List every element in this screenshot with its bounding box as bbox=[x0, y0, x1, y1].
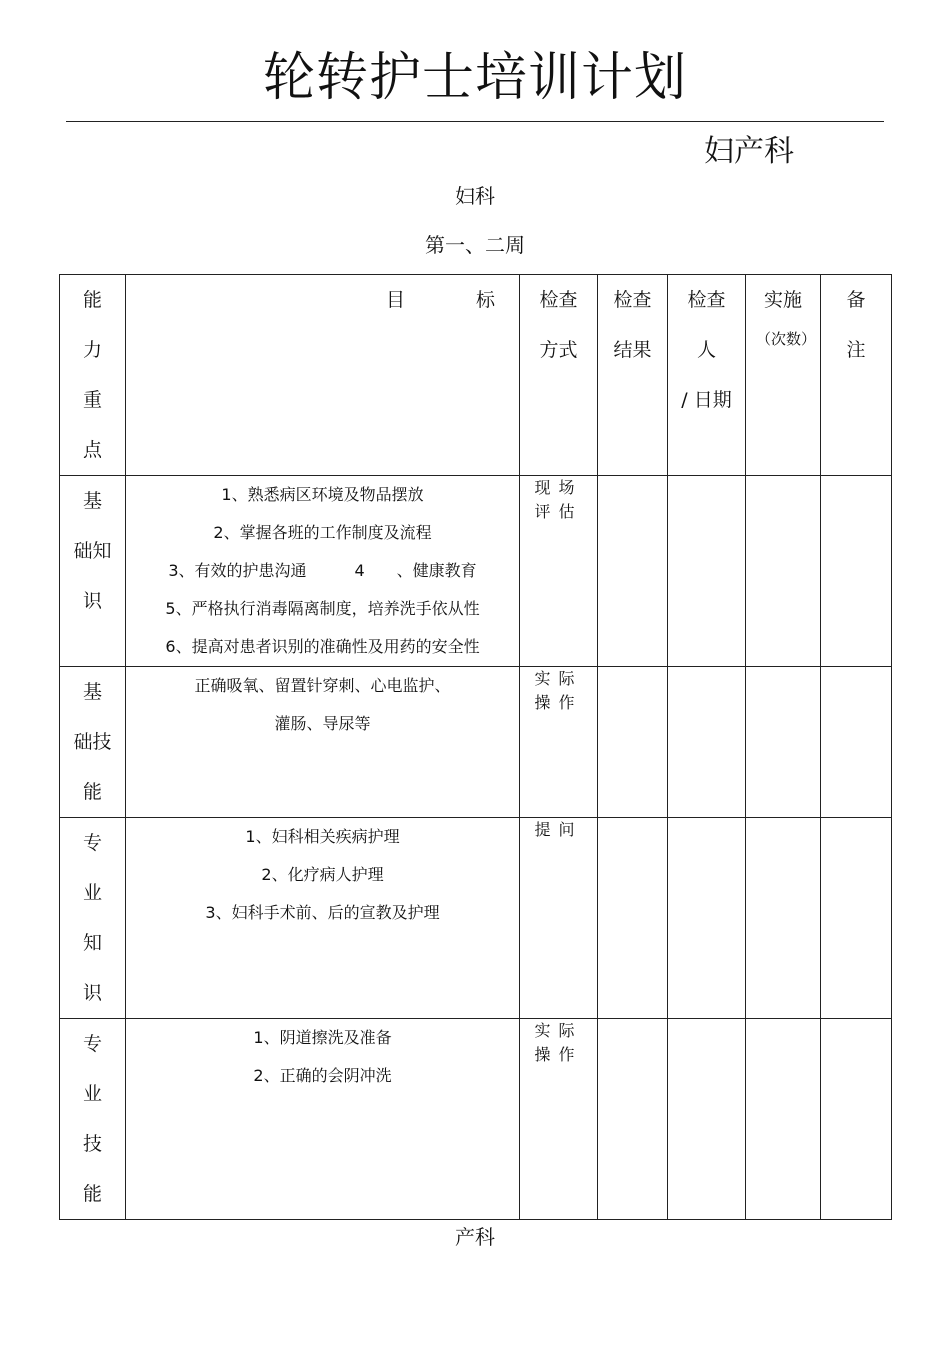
header-times: 实施 （次数） bbox=[746, 275, 821, 476]
header-method: 检查 方式 bbox=[520, 275, 598, 476]
row-method: 现场 评估 bbox=[520, 476, 598, 667]
row-method: 提问 bbox=[520, 818, 598, 1019]
row-label: 基 础知 识 bbox=[60, 476, 126, 667]
row-method: 实际 操作 bbox=[520, 667, 598, 818]
row-label: 专 业 技 能 bbox=[60, 1019, 126, 1220]
table-row bbox=[60, 818, 892, 1019]
header-checker: 检查 人 / 日期 bbox=[668, 275, 746, 476]
training-plan-table bbox=[59, 274, 892, 1220]
row-method: 实际 操作 bbox=[520, 1019, 598, 1220]
week-heading: 第一、二周 bbox=[425, 233, 525, 257]
header-focus: 能 力 重 点 bbox=[60, 275, 126, 476]
table-row bbox=[60, 476, 892, 667]
checker-cell[interactable] bbox=[668, 818, 746, 1019]
next-section-heading: 产科 bbox=[455, 1225, 495, 1249]
table-row bbox=[60, 1019, 892, 1220]
times-cell[interactable] bbox=[746, 1019, 821, 1220]
header-note: 备 注 bbox=[821, 275, 892, 476]
times-cell[interactable] bbox=[746, 667, 821, 818]
note-cell[interactable] bbox=[821, 667, 892, 818]
note-cell[interactable] bbox=[821, 476, 892, 667]
header-result: 检查 结果 bbox=[598, 275, 668, 476]
result-cell[interactable] bbox=[598, 1019, 668, 1220]
table-header-row bbox=[60, 275, 892, 476]
header-goal: 目 标 bbox=[126, 275, 520, 476]
result-cell[interactable] bbox=[598, 667, 668, 818]
title-divider bbox=[66, 121, 884, 122]
times-cell[interactable] bbox=[746, 476, 821, 667]
table-row bbox=[60, 667, 892, 818]
row-label: 专 业 知 识 bbox=[60, 818, 126, 1019]
row-goals: 1、熟悉病区环境及物品摆放 2、掌握各班的工作制度及流程 3、有效的护患沟通 4 、健康教育 5、严格执行消毒隔离制度，培养洗手依从性 6、提高对患者识别的准确性及用药的安全性 bbox=[126, 476, 520, 667]
checker-cell[interactable] bbox=[668, 1019, 746, 1220]
note-cell[interactable] bbox=[821, 818, 892, 1019]
page-title: 轮转护士培训计划 bbox=[262, 48, 687, 108]
note-cell[interactable] bbox=[821, 1019, 892, 1220]
row-label: 基 础技 能 bbox=[60, 667, 126, 818]
row-goals: 1、妇科相关疾病护理 2、化疗病人护理 3、妇科手术前、后的宣教及护理 bbox=[126, 818, 520, 1019]
times-cell[interactable] bbox=[746, 818, 821, 1019]
department-label: 妇产科 bbox=[704, 134, 794, 169]
result-cell[interactable] bbox=[598, 818, 668, 1019]
row-goals: 正确吸氧、留置针穿刺、心电监护、 灌肠、导尿等 bbox=[126, 667, 520, 818]
result-cell[interactable] bbox=[598, 476, 668, 667]
section-heading: 妇科 bbox=[455, 184, 495, 208]
row-goals: 1、阴道擦洗及准备 2、正确的会阴冲洗 bbox=[126, 1019, 520, 1220]
checker-cell[interactable] bbox=[668, 476, 746, 667]
checker-cell[interactable] bbox=[668, 667, 746, 818]
